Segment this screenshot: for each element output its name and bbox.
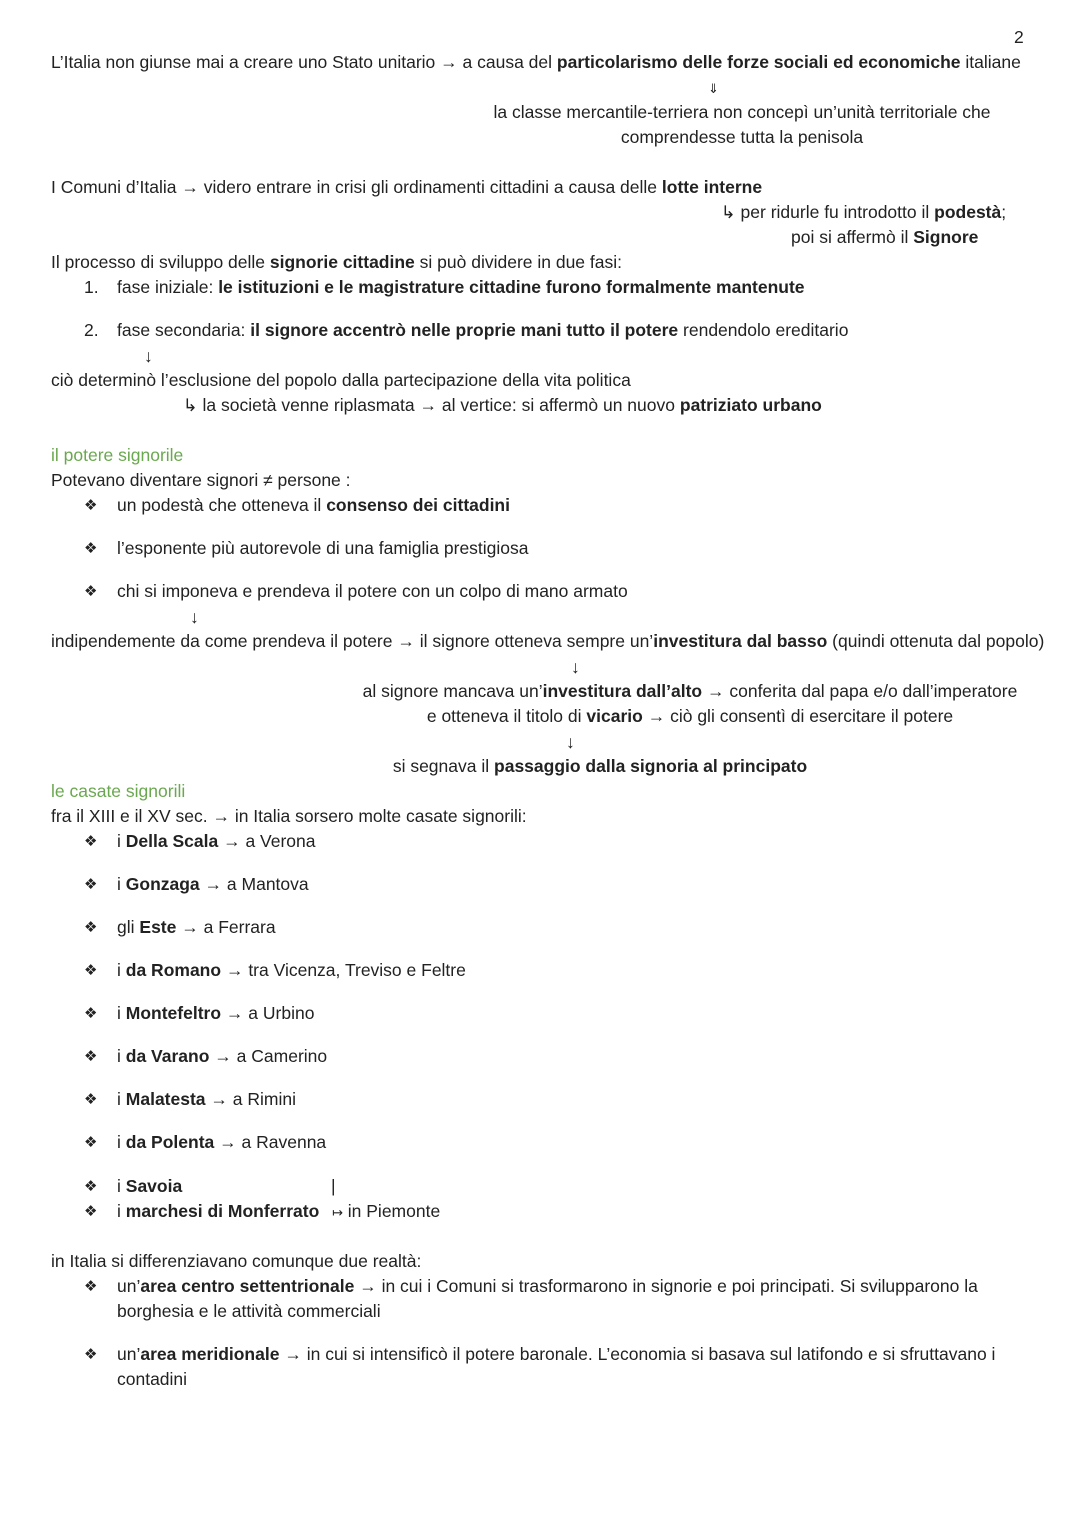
arrow-icon: →: [359, 1276, 377, 1296]
text: in cui i Comuni si trasformarono in signorie e poi principati. Si svilupparono la: [381, 1276, 978, 1296]
text: Il processo di sviluppo delle: [51, 252, 266, 272]
house-name: marchesi di Monferrato: [125, 1201, 320, 1221]
house-name: Della Scala: [125, 831, 219, 851]
emphasis: area meridionale: [140, 1344, 280, 1364]
bracket-line-icon: |: [331, 1176, 336, 1196]
house-item: [117, 829, 316, 854]
bullet-icon: ❖: [84, 583, 98, 600]
double-down-arrow-icon: ⇓: [708, 81, 719, 96]
house-place: tra Vicenza, Treviso e Feltre: [248, 960, 466, 980]
bullet-icon: ❖: [84, 540, 98, 557]
sec2-line1: [51, 175, 762, 200]
text: i: [117, 1089, 121, 1109]
house-place: a Urbino: [248, 1003, 315, 1023]
house-name: Savoia: [125, 1176, 183, 1196]
text: fase secondaria:: [117, 320, 246, 340]
phase-1: [117, 275, 805, 300]
text: si segnava il: [392, 756, 490, 776]
house-item: [117, 1174, 182, 1199]
house-name: Este: [139, 917, 177, 937]
arrow-icon: →: [214, 1046, 232, 1066]
bullet-icon: ❖: [84, 497, 98, 514]
page-number: 2: [1014, 27, 1024, 47]
emphasis: lotte interne: [661, 177, 763, 197]
emphasis: investitura dal basso: [653, 631, 828, 651]
house-item: [117, 1087, 296, 1112]
area-north: [117, 1274, 978, 1299]
house-item: [117, 958, 466, 983]
house-item: [117, 1044, 327, 1069]
bullet-icon: ❖: [84, 833, 98, 850]
arrow-icon: →: [181, 177, 199, 197]
text: in Piemonte: [347, 1201, 441, 1221]
house-name: Malatesta: [125, 1089, 206, 1109]
arrow-icon: →: [212, 806, 230, 826]
maps-to-arrow-icon: [332, 1199, 440, 1225]
arrow-icon: →: [225, 1003, 244, 1023]
sec5-intro: [51, 804, 527, 829]
house-place: a Ferrara: [203, 917, 276, 937]
emphasis: signorie cittadine: [269, 252, 415, 272]
house-name: da Romano: [125, 960, 222, 980]
arrow-icon: →: [181, 917, 199, 937]
emphasis: investitura dall’alto: [542, 681, 703, 701]
sec2-line2: [721, 200, 1006, 225]
text: poi si affermò il: [791, 227, 909, 247]
house-place: a Ravenna: [241, 1132, 327, 1152]
down-arrow-icon: ↓: [571, 657, 580, 677]
sec4-investiture-2: [340, 679, 1040, 704]
text: fra il XIII e il XV sec.: [51, 806, 208, 826]
text: i: [117, 831, 121, 851]
arrow-icon: →: [419, 395, 437, 415]
text: indipendemente da come prendeva il potere: [51, 631, 393, 651]
text: a causa del: [462, 52, 553, 72]
text: i: [117, 1176, 121, 1196]
house-item: [117, 872, 309, 897]
text: rendendolo ereditario: [683, 320, 849, 340]
text: conferita dal papa e/o dall’imperatore: [729, 681, 1018, 701]
text: gli: [117, 917, 135, 937]
text: un’: [117, 1344, 141, 1364]
sec3-society: [183, 393, 822, 418]
section-heading: le casate signorili: [51, 781, 186, 801]
text: si può dividere in due fasi:: [419, 252, 622, 272]
text: la società venne riplasmata: [202, 395, 415, 415]
arrow-icon: →: [204, 874, 223, 894]
house-place: a Rimini: [232, 1089, 296, 1109]
text: un’: [117, 1276, 141, 1296]
text: (quindi ottenuta dal popolo): [832, 631, 1045, 651]
bullet-icon: ❖: [84, 962, 98, 979]
area-north-cont: borghesia e le attività commerciali: [117, 1301, 381, 1321]
emphasis: patriziato urbano: [679, 395, 822, 415]
arrow-icon: →: [706, 681, 725, 701]
bullet-icon: ❖: [84, 1134, 98, 1151]
arrow-icon: →: [647, 706, 666, 726]
arrow-icon: →: [210, 1089, 228, 1109]
house-name: da Polenta: [125, 1132, 215, 1152]
section-heading: il potere signorile: [51, 445, 184, 465]
text: al signore mancava un’: [362, 681, 543, 701]
bullet-icon: ❖: [84, 1178, 98, 1195]
arrow-icon: →: [223, 831, 241, 851]
sec4-investiture-3: [340, 704, 1040, 729]
bullet-icon: ❖: [84, 1278, 98, 1295]
sec1-line2: la classe mercantile-terriera non concepì un’unità territoriale che: [493, 102, 991, 122]
hook-arrow-icon: ↳: [183, 395, 198, 415]
text: i: [117, 1003, 121, 1023]
down-arrow-icon: ↓: [144, 346, 153, 366]
text: per ridurle fu introdotto il: [740, 202, 930, 222]
bullet-icon: ❖: [84, 1005, 98, 1022]
area-south: [117, 1342, 995, 1367]
text: ciò gli consentì di esercitare il potere: [670, 706, 954, 726]
text: videro entrare in crisi gli ordinamenti cittadini a causa delle: [203, 177, 658, 197]
text: al vertice: si affermò un nuovo: [441, 395, 675, 415]
bullet-icon: ❖: [84, 1203, 98, 1220]
text: i: [117, 960, 121, 980]
text: L’Italia non giunse mai a creare uno Stato unitario: [51, 52, 436, 72]
text: e otteneva il titolo di: [426, 706, 582, 726]
house-place: a Camerino: [236, 1046, 328, 1066]
area-south-cont: contadini: [117, 1369, 188, 1389]
emphasis: le istituzioni e le magistrature cittadine furono formalmente mantenute: [218, 277, 805, 297]
text: i: [117, 1201, 121, 1221]
emphasis: Signore: [913, 227, 979, 247]
phase-2: [117, 318, 848, 343]
text: I Comuni d’Italia: [51, 177, 177, 197]
arrow-icon: →: [284, 1344, 302, 1364]
house-item: [117, 1130, 326, 1155]
arrow-icon: →: [225, 960, 244, 980]
bullet-icon: ❖: [84, 1048, 98, 1065]
sec6-intro: in Italia si differenziavano comunque due realtà:: [51, 1251, 422, 1271]
text: ;: [1001, 202, 1007, 222]
emphasis: il signore accentrò nelle proprie mani tutto il potere: [250, 320, 679, 340]
sec4-investiture-1: [51, 629, 1044, 654]
text: i: [117, 1132, 121, 1152]
text: italiane: [965, 52, 1021, 72]
emphasis: passaggio dalla signoria al principato: [494, 756, 808, 776]
house-name: Montefeltro: [125, 1003, 222, 1023]
text: fase iniziale:: [117, 277, 214, 297]
text: i: [117, 874, 121, 894]
sec3-consequence: ciò determinò l’esclusione del popolo dalla partecipazione della vita politica: [51, 370, 631, 390]
sec4-investiture-4: [340, 754, 860, 779]
house-place: a Mantova: [226, 874, 309, 894]
emphasis: podestà: [934, 202, 1002, 222]
house-item: [117, 1001, 314, 1026]
text: i: [117, 1046, 121, 1066]
sec4-intro: Potevano diventare signori ≠ persone :: [51, 470, 351, 490]
house-item: [117, 915, 276, 940]
list-number: 1.: [84, 277, 99, 297]
down-arrow-icon: ↓: [566, 732, 575, 752]
bullet-icon: ❖: [84, 919, 98, 936]
arrow-icon: →: [219, 1132, 237, 1152]
emphasis: consenso dei cittadini: [326, 495, 510, 515]
list-item: chi si imponeva e prendeva il potere con un colpo di mano armato: [117, 581, 628, 601]
list-item: l’esponente più autorevole di una famiglia prestigiosa: [117, 538, 529, 558]
maps-to-icon: ↦: [332, 1205, 343, 1220]
arrow-icon: →: [440, 52, 458, 72]
bullet-icon: ❖: [84, 876, 98, 893]
bullet-icon: ❖: [84, 1091, 98, 1108]
bullet-icon: ❖: [84, 1346, 98, 1363]
text: in cui si intensificò il potere baronale. L’economia si basava sul latifondo e si sfruttavano i: [306, 1344, 996, 1364]
emphasis: particolarismo delle forze sociali ed economiche: [556, 52, 961, 72]
list-number: 2.: [84, 320, 99, 340]
list-item: [117, 493, 510, 518]
sec1-line3: comprendesse tutta la penisola: [620, 127, 864, 147]
house-item: [117, 1199, 319, 1224]
text: il signore otteneva sempre un’: [419, 631, 654, 651]
house-name: Gonzaga: [125, 874, 200, 894]
sec1-line1: [51, 50, 1021, 75]
down-arrow-icon: ↓: [190, 607, 199, 627]
arrow-icon: →: [397, 631, 415, 651]
emphasis: area centro settentrionale: [140, 1276, 355, 1296]
emphasis: vicario: [586, 706, 643, 726]
house-name: da Varano: [125, 1046, 210, 1066]
text: in Italia sorsero molte casate signorili:: [234, 806, 527, 826]
house-place: a Verona: [245, 831, 316, 851]
sec3-intro: [51, 250, 622, 275]
sec2-line3: [791, 225, 978, 250]
hook-arrow-icon: ↳: [721, 202, 736, 222]
text: un podestà che otteneva il: [117, 495, 322, 515]
